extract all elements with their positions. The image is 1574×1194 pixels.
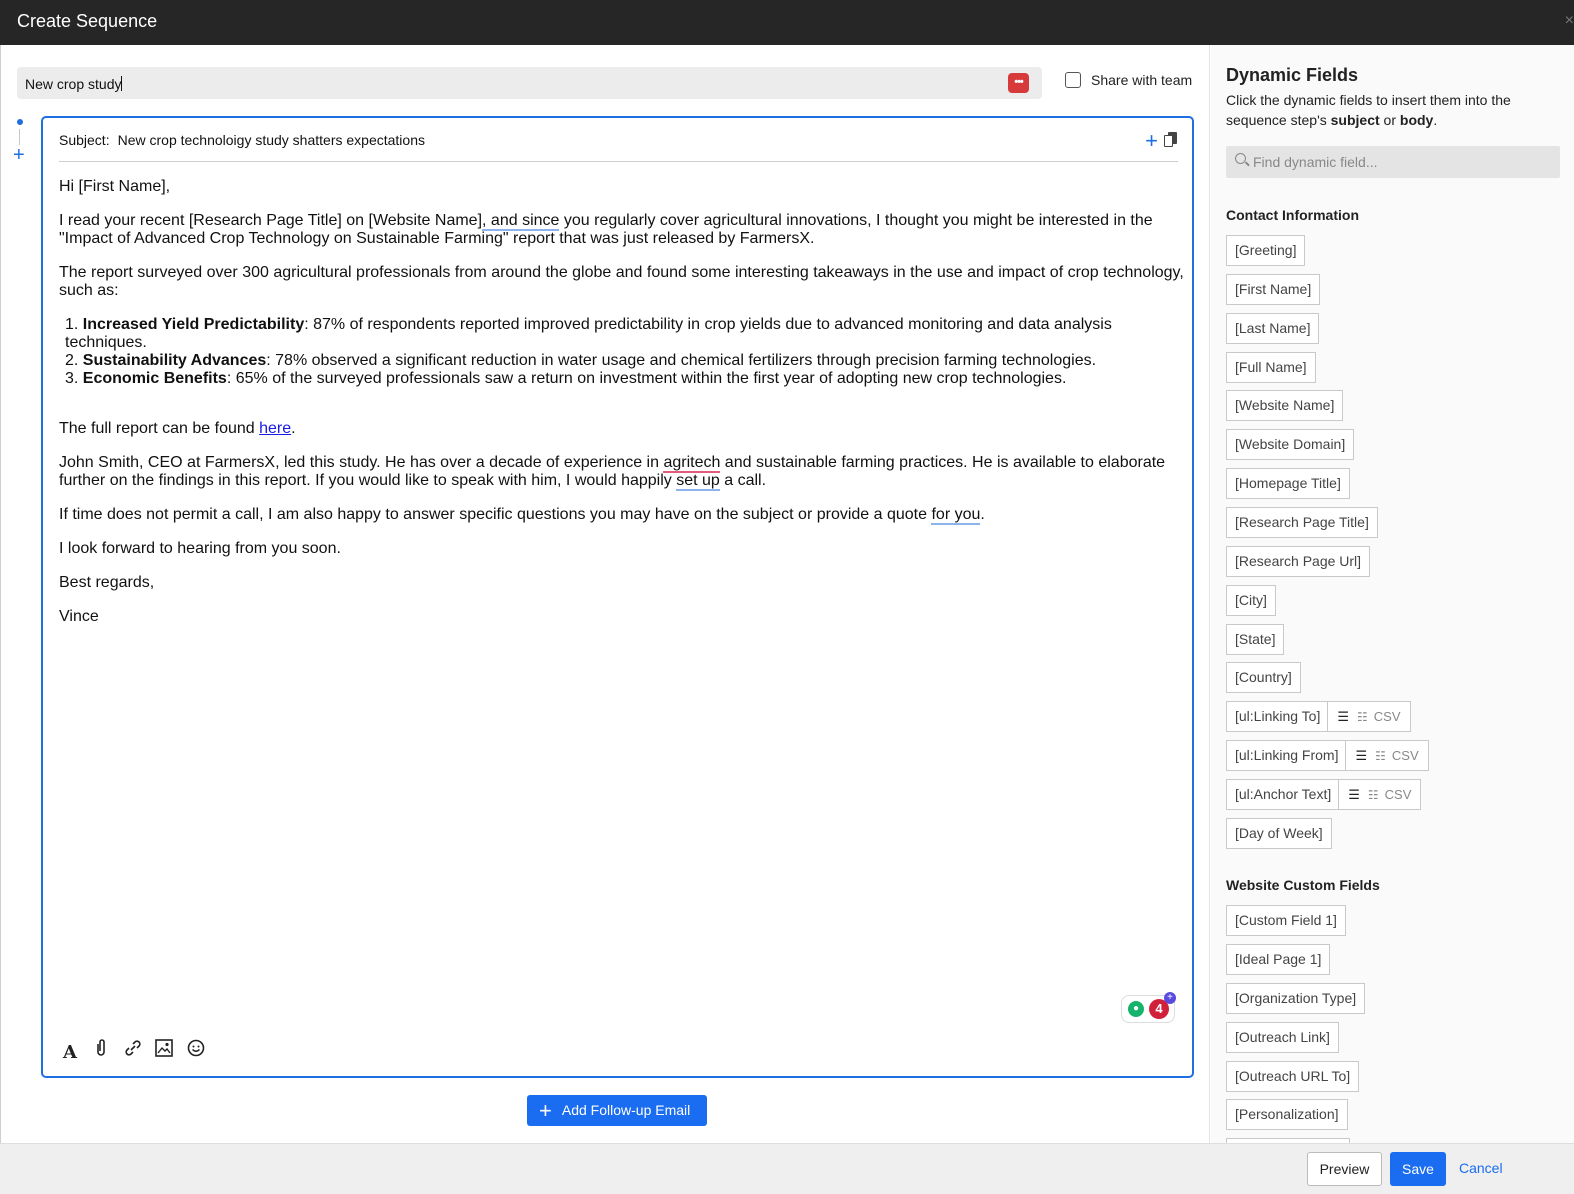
contact-information-heading: Contact Information (1226, 207, 1359, 223)
bullet-list-icon[interactable]: ☰ (1337, 709, 1350, 724)
email-body[interactable] (59, 178, 1184, 642)
step-indicator-dot[interactable] (17, 119, 23, 125)
field-organization-type[interactable]: [Organization Type] (1226, 983, 1365, 1014)
field-first-name[interactable]: [First Name] (1226, 274, 1320, 305)
field-city[interactable]: [City] (1226, 585, 1276, 616)
footer-bar (0, 1143, 1574, 1194)
window-title: Create Sequence (17, 11, 158, 31)
field-research-page-url[interactable]: [Research Page Url] (1226, 546, 1370, 577)
body-paragraph-7: Best regards, (59, 574, 155, 591)
add-follow-up-email-button[interactable]: + Add Follow-up Email (527, 1095, 707, 1126)
field-day-of-week[interactable]: [Day of Week] (1226, 818, 1332, 849)
list-item: 1. Increased Yield Predictability: 87% of respondents reported improved predictability in crop yields due to advanced monitoring and data analysis techniques. (65, 316, 1112, 351)
search-icon (1235, 153, 1246, 164)
body-paragraph-3: The full report can be found here. (59, 420, 296, 437)
panel-description: Click the dynamic fields to insert them into the sequence step's subject or body. (1226, 92, 1511, 128)
email-editor[interactable] (41, 116, 1194, 1078)
body-greeting: Hi [First Name], (59, 178, 171, 195)
left-border (0, 45, 1, 1143)
subject-field[interactable] (59, 128, 1178, 162)
field-outreach-url-to[interactable]: [Outreach URL To] (1226, 1061, 1359, 1092)
share-label: Share with team (1091, 72, 1193, 88)
panel-title: Dynamic Fields (1226, 65, 1359, 85)
website-custom-fields-heading: Website Custom Fields (1226, 877, 1380, 893)
field-custom-field-1[interactable]: [Custom Field 1] (1226, 905, 1346, 936)
password-manager-icon[interactable]: ••• (1008, 73, 1029, 93)
field-personalization[interactable]: [Personalization] (1226, 1099, 1348, 1130)
csv-option[interactable]: CSV (1373, 709, 1401, 724)
grammarly-bulb-icon[interactable]: ● (1128, 1001, 1144, 1017)
grammar-suggestion[interactable]: , and since (482, 212, 560, 229)
preview-button[interactable]: Preview (1307, 1152, 1382, 1186)
bullet-list-icon[interactable]: ☰ (1355, 748, 1368, 763)
text-format-icon[interactable]: A (63, 1042, 77, 1063)
field-last-name[interactable]: [Last Name] (1226, 313, 1319, 344)
body-paragraph-1: I read your recent [Research Page Title] on [Website Name], and since you regularly cover agricultural innovations, I thought you might be interested in the "Impact of Advanced Crop Technology on Sustainable Farming" report that was just released by FarmersX. (59, 212, 1153, 247)
text-caret (121, 76, 122, 91)
grammarly-count-badge[interactable]: 4 (1149, 999, 1169, 1019)
sequence-editor-area (0, 45, 1210, 1143)
field-full-name[interactable]: [Full Name] (1226, 352, 1316, 383)
numbered-list-icon[interactable]: ☷ (1375, 749, 1386, 763)
field-research-page-title[interactable]: [Research Page Title] (1226, 507, 1378, 538)
field-group-linking-from (1226, 740, 1429, 771)
body-paragraph-5: If time does not permit a call, I am also happy to answer specific questions you may have on the subject or provide a quote for you. (59, 506, 985, 523)
sequence-name-value: New crop study (25, 76, 122, 92)
field-ideal-page-1[interactable]: [Ideal Page 1] (1226, 944, 1330, 975)
share-checkbox[interactable] (1065, 72, 1081, 88)
link-icon[interactable] (122, 1038, 144, 1060)
field-website-name[interactable]: [Website Name] (1226, 390, 1343, 421)
bullet-list-icon[interactable]: ☰ (1348, 787, 1360, 802)
step-connector (19, 129, 20, 145)
numbered-list-icon[interactable]: ☷ (1367, 788, 1379, 802)
grammar-suggestion[interactable]: for you (931, 506, 981, 523)
field-linking-from[interactable]: [ul:Linking From] (1227, 741, 1346, 770)
dynamic-fields-panel (1211, 45, 1574, 1143)
image-icon[interactable] (153, 1038, 175, 1060)
field-country[interactable]: [Country] (1226, 662, 1301, 693)
spelling-suggestion[interactable]: agritech (663, 454, 721, 471)
add-step-plus-icon[interactable]: + (13, 144, 25, 166)
save-button[interactable]: Save (1390, 1152, 1446, 1186)
list-item: 3. Economic Benefits: 65% of the surveyed professionals saw a return on investment within the first year of adopting new crop technologies. (65, 370, 1067, 387)
body-paragraph-8: Vince (59, 608, 99, 625)
search-input[interactable] (1253, 152, 1543, 172)
field-outreach-link[interactable]: [Outreach Link] (1226, 1022, 1339, 1053)
report-link[interactable]: here (259, 420, 292, 437)
title-bar (0, 0, 1574, 45)
attachment-icon[interactable] (90, 1038, 112, 1060)
emoji-icon[interactable] (185, 1038, 207, 1060)
field-linking-to[interactable]: [ul:Linking To] (1227, 702, 1328, 731)
field-group-linking-to (1226, 701, 1411, 732)
csv-option[interactable]: CSV (1384, 787, 1412, 802)
insert-field-plus-icon[interactable]: + (1145, 128, 1158, 153)
body-paragraph-4: John Smith, CEO at FarmersX, led this study. He has over a decade of experience in agritech and sustainable farming practices. He is available to elaborate further on the findings in this report. If you would like to speak with him, I would happily set up a call. (59, 454, 1166, 489)
field-state[interactable]: [State] (1226, 624, 1284, 655)
findings-list (65, 316, 1184, 388)
share-with-team-toggle[interactable] (1065, 72, 1192, 88)
grammarly-plus-icon[interactable]: + (1164, 992, 1176, 1004)
field-greeting[interactable]: [Greeting] (1226, 235, 1305, 266)
close-icon[interactable]: × (1564, 12, 1574, 29)
grammarly-widget[interactable] (1121, 992, 1175, 1023)
plus-icon: + (539, 1098, 552, 1123)
editor-toolbar (59, 1038, 212, 1063)
body-paragraph-6: I look forward to hearing from you soon. (59, 540, 341, 557)
body-paragraph-2: The report surveyed over 300 agricultural professionals from around the globe and found some interesting takeaways in the use and impact of crop technology, such as: (59, 264, 1184, 299)
csv-option[interactable]: CSV (1391, 748, 1419, 763)
subject-label: Subject: (59, 132, 110, 148)
sequence-name-input[interactable] (17, 67, 1042, 99)
field-anchor-text[interactable]: [ul:Anchor Text] (1227, 780, 1339, 809)
numbered-list-icon[interactable]: ☷ (1357, 710, 1368, 724)
copy-icon[interactable] (1164, 132, 1178, 148)
dynamic-field-search[interactable] (1226, 146, 1560, 178)
field-group-anchor-text (1226, 779, 1421, 810)
cancel-button[interactable]: Cancel (1459, 1160, 1503, 1176)
grammar-suggestion[interactable]: set up (676, 472, 720, 489)
list-item: 2. Sustainability Advances: 78% observed a significant reduction in water usage and chemical fertilizers through precision farming technologies. (65, 352, 1097, 369)
subject-value[interactable]: New crop technoloigy study shatters expectations (117, 132, 425, 148)
field-website-domain[interactable]: [Website Domain] (1226, 429, 1354, 460)
field-homepage-title[interactable]: [Homepage Title] (1226, 468, 1350, 499)
